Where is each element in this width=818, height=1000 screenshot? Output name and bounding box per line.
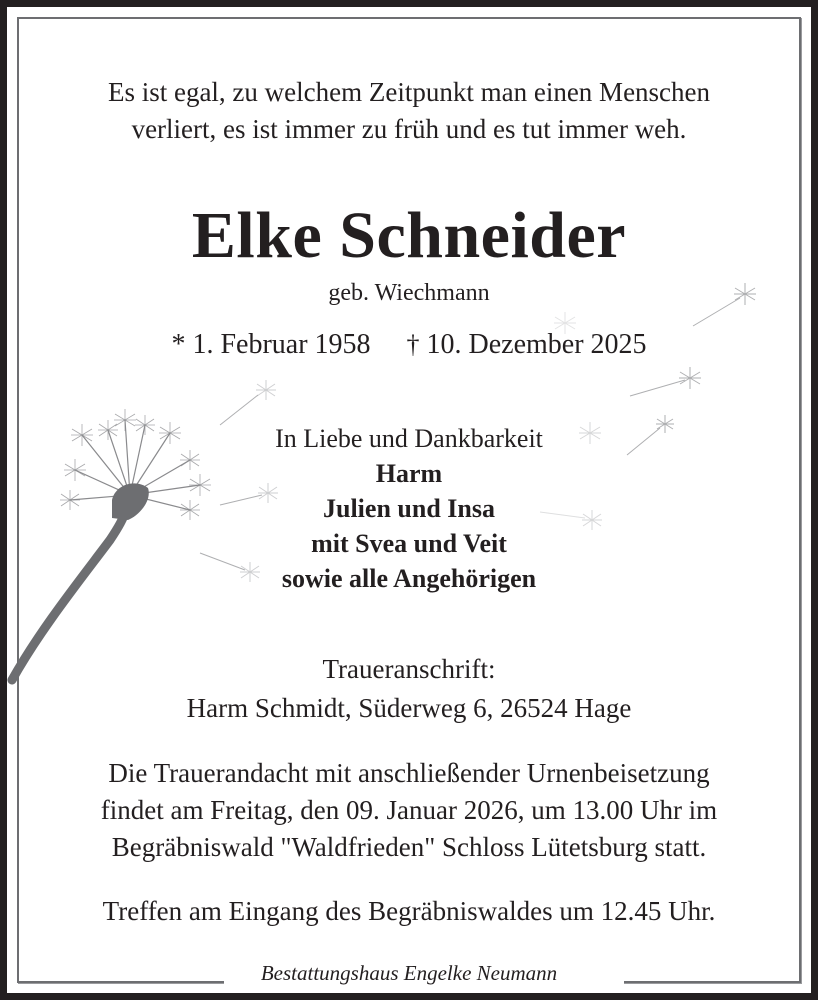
mourning-address: Harm Schmidt, Süderweg 6, 26524 Hage <box>186 693 632 723</box>
service-line: Die Trauerandacht mit anschließender Urnenbeisetzung <box>108 758 710 788</box>
service-line: findet am Freitag, den 09. Januar 2026, um 13.00 Uhr im <box>100 795 718 825</box>
service-line: Begräbniswald "Waldfrieden" Schloss Lütetsburg statt. <box>111 832 707 862</box>
birth-name: geb. Wiechmann <box>328 280 490 306</box>
quote-line: verliert, es ist immer zu früh und es tut immer weh. <box>131 114 687 144</box>
family-member: Harm <box>375 459 443 488</box>
birth-date: * 1. Februar 1958 <box>171 329 371 360</box>
funeral-home: Bestattungshaus Engelke Neumann <box>260 961 558 985</box>
family-list <box>0 456 818 596</box>
quote-line: Es ist egal, zu welchem Zeitpunkt man einen Menschen <box>107 77 711 107</box>
death-date: 10. Dezember 2025 <box>426 329 647 360</box>
address-label: Traueranschrift: <box>322 654 496 684</box>
family-member: Julien und Insa <box>323 494 495 523</box>
service-info <box>0 755 818 866</box>
family-intro: In Liebe und Dankbarkeit <box>275 424 543 453</box>
opening-quote <box>0 74 818 148</box>
life-dates <box>0 328 818 362</box>
family-member: sowie alle Angehörigen <box>281 564 537 593</box>
dagger-icon: † <box>406 330 420 359</box>
deceased-name: Elke Schneider <box>191 199 627 272</box>
meeting-info: Treffen am Eingang des Begräbniswaldes um 12.45 Uhr. <box>102 896 716 926</box>
family-member: mit Svea und Veit <box>311 529 507 558</box>
